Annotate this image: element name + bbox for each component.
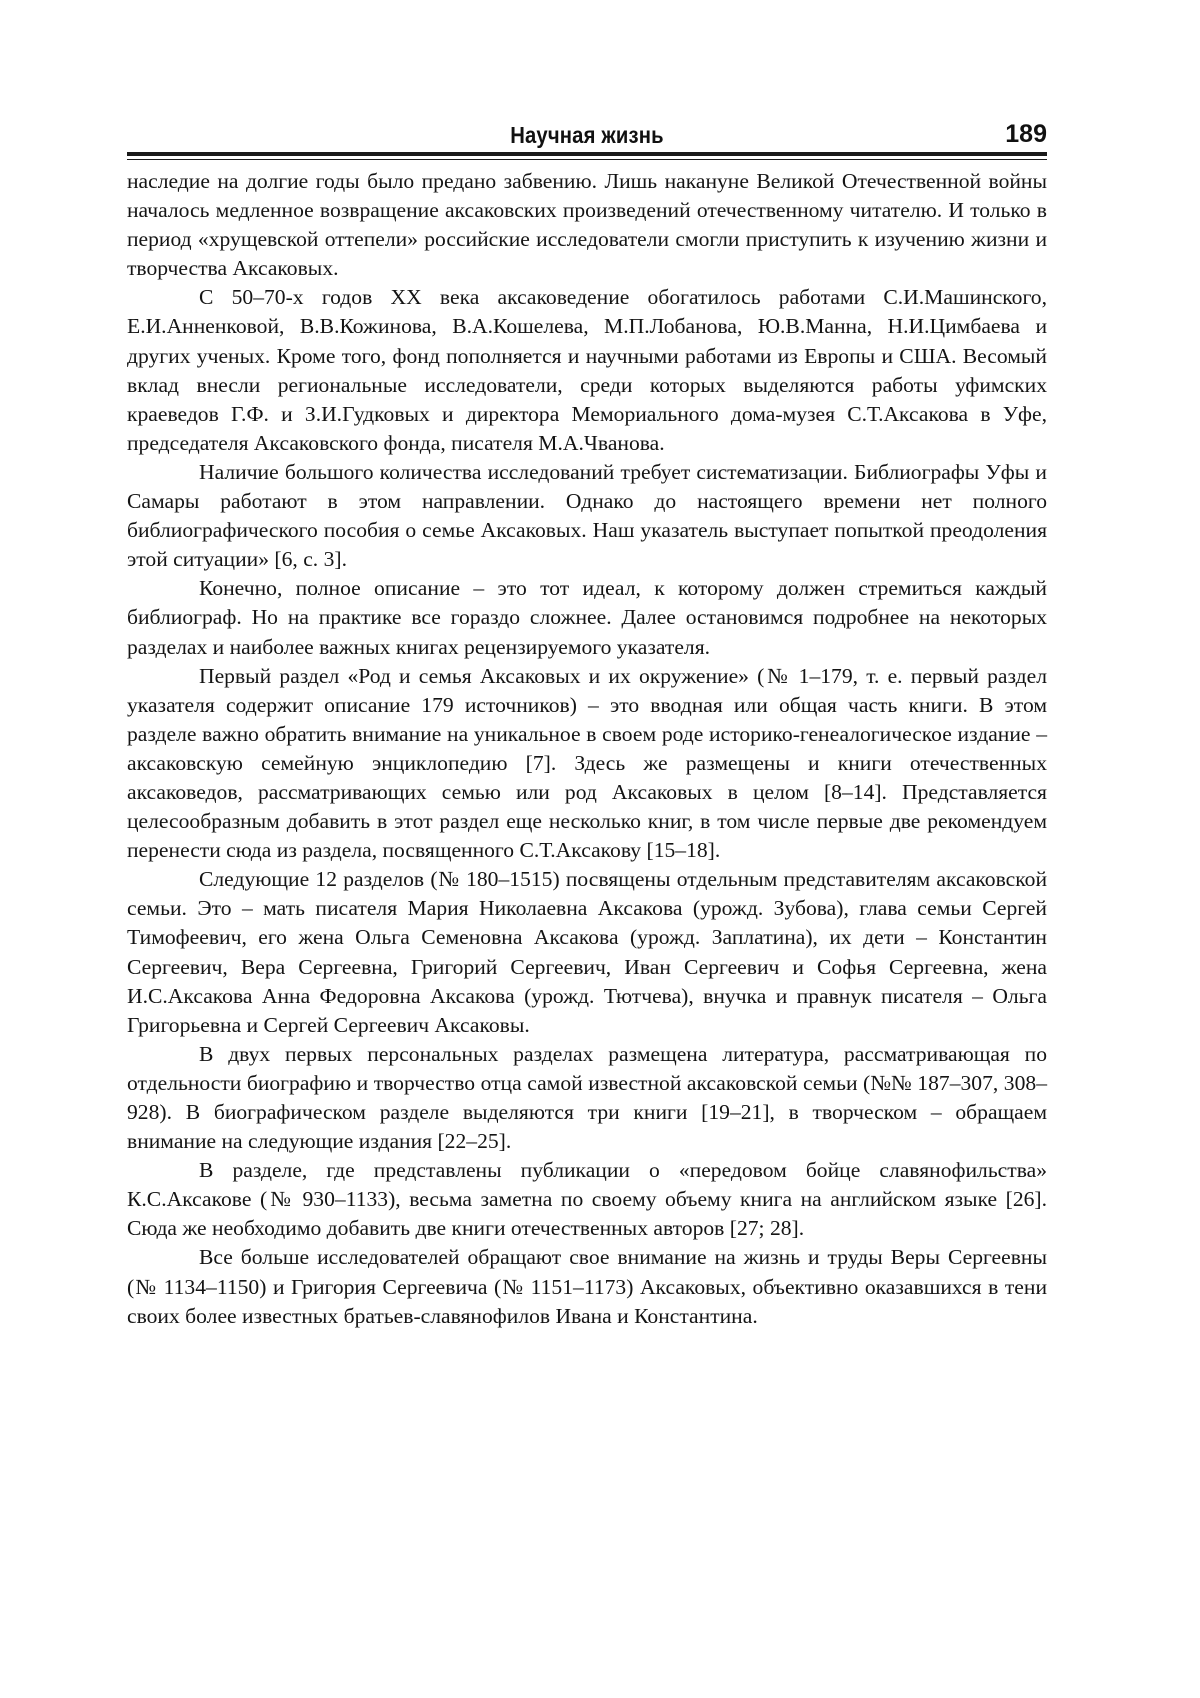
body-text xyxy=(127,167,1047,1331)
paragraph: Наличие большого количества исследований требует систематизации. Библиографы Уфы и Самары работают в этом направлении. Однако до настоящего времени нет полного библиографического пособия о семье Аксаковых. Наш указатель выступает попыткой преодоления этой ситуации» [6, с. 3]. xyxy=(127,459,1047,572)
paragraph-continued: наследие на долгие годы было предано забвению. Лишь накануне Великой Отечественной войны началось медленное возвращение аксаковских произведений отечественному читателю. И только в период «хрущевской оттепели» российские исследователи смогли приступить к изучению жизни и творчества Аксаковых. xyxy=(127,169,1047,281)
running-header xyxy=(127,122,1047,152)
page-number: 189 xyxy=(1005,120,1047,148)
paragraph: Следующие 12 разделов (№ 180–1515) посвящены отдельным представителям аксаковской семьи. Это – мать писателя Мария Николаевна Аксакова (урожд. Зубова), глава семьи Сергей Тимофеевич, его жена Ольга Семеновна Аксакова (урожд. Заплатина), их дети – Константин Сергеевич, Вера Сергеевна, Григорий Сергеевич, Иван Сергеевич и Софья Сергеевна, жена И.С.Аксакова Анна Федоровна Аксакова (урожд. Тютчева), внучка и правнук писателя – Ольга Григорьевна и Сергей Сергеевич Аксаковы. xyxy=(127,867,1047,1037)
running-title: Научная жизнь xyxy=(510,122,664,148)
header-rule-thick xyxy=(127,152,1047,156)
paragraph: Первый раздел «Род и семья Аксаковых и их окружение» (№ 1–179, т. е. первый раздел указателя содержит описание 179 источников) – это вводная или общая часть книги. В этом разделе важно обратить внимание на уникальное в своем роде историко-генеалогическое издание – аксаковскую семейную энциклопедию [7]. Здесь же размещены и книги отечественных аксаковедов, рассматривающих семью или род Аксаковых в целом [8–14]. Представляется целесообразным добавить в этот раздел еще несколько книг, в том числе первые две рекомендуем перенести сюда из раздела, посвященного С.Т.Аксакову [15–18]. xyxy=(127,663,1047,863)
paragraph: Все больше исследователей обращают свое внимание на жизнь и труды Веры Сергеевны (№ 1134–1150) и Григория Сергеевича (№ 1151–1173) Аксаковых, объективно оказавшихся в тени своих более известных братьев-славянофилов Ивана и Константина. xyxy=(127,1245,1047,1328)
paragraph: С 50–70-х годов ХХ века аксаковедение обогатилось работами С.И.Машинского, Е.И.Анненковой, В.В.Кожинова, В.А.Кошелева, М.П.Лобанова, Ю.В.Манна, Н.И.Цимбаева и других ученых. Кроме того, фонд пополняется и научными работами из Европы и США. Весомый вклад внесли региональные исследователи, среди которых выделяются работы уфимских краеведов Г.Ф. и З.И.Гудковых и директора Мемориального дома-музея С.Т.Аксакова в Уфе, председателя Аксаковского фонда, писателя М.А.Чванова. xyxy=(127,285,1047,455)
header-rule-thin xyxy=(127,159,1047,160)
paragraph: Конечно, полное описание – это тот идеал, к которому должен стремиться каждый библиограф. Но на практике все гораздо сложнее. Далее остановимся подробнее на некоторых разделах и наиболее важных книгах рецензируемого указателя. xyxy=(127,576,1047,659)
paragraph: В разделе, где представлены публикации о «передовом бойце славянофильства» К.С.Аксакове (№ 930–1133), весьма заметна по своему объему книга на английском языке [26]. Сюда же необходимо добавить две книги отечественных авторов [27; 28]. xyxy=(127,1158,1047,1241)
paragraph: В двух первых персональных разделах размещена литература, рассматривающая по отдельности биографию и творчество отца самой известной аксаковской семьи (№№ 187–307, 308–928). В биографическом разделе выделяются три книги [19–21], в творческом – обращаем внимание на следующие издания [22–25]. xyxy=(127,1041,1047,1154)
